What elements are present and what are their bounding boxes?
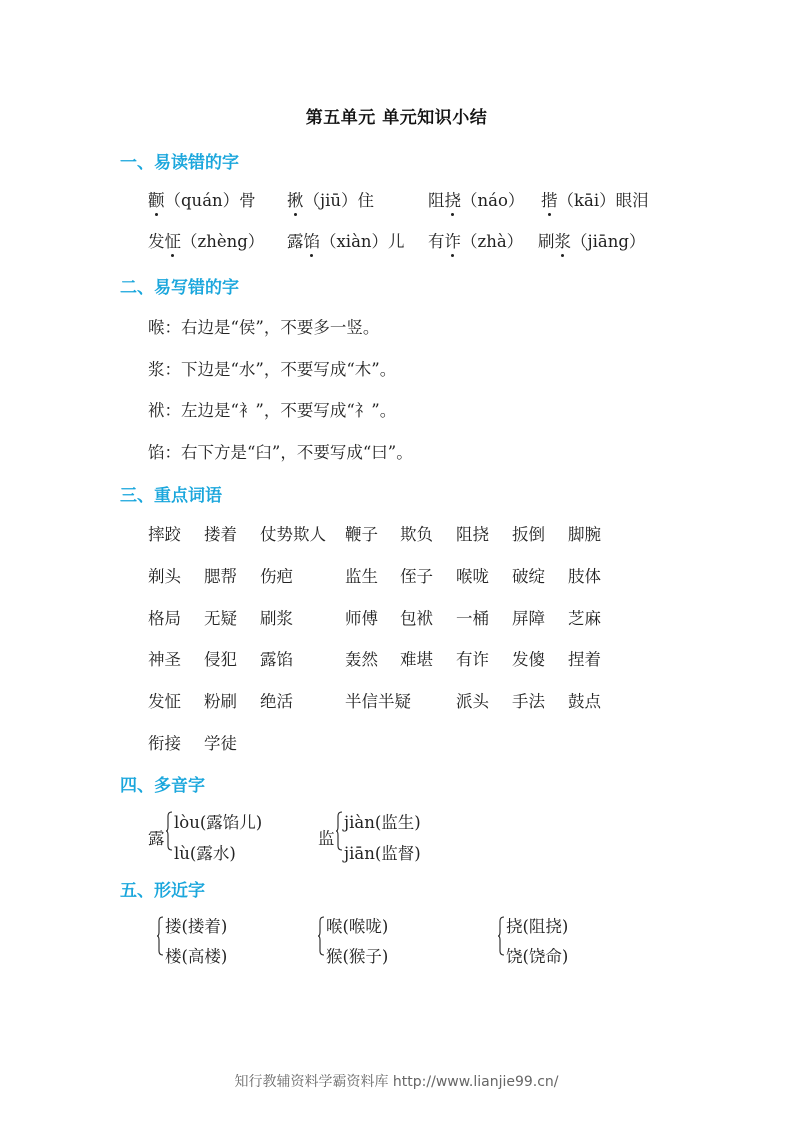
vocab-word: 屏障: [512, 609, 545, 628]
vocab-word: 刷浆: [260, 609, 293, 628]
polyphone-reading: lù(露水): [174, 844, 236, 863]
misread-item: 有诈（zhà）: [428, 228, 523, 252]
polyphone-char: 露: [148, 829, 165, 848]
vocab-word: 鞭子: [345, 525, 378, 544]
vocab-word: 腮帮: [204, 567, 237, 586]
vocab-word: 伤疤: [260, 567, 293, 586]
similar-char-item: 挠(阻挠): [506, 917, 569, 936]
brace-icon: [166, 811, 173, 851]
polyphone-reading: jiàn(监生): [344, 813, 421, 832]
similar-char-item: 喉(喉咙): [326, 917, 389, 936]
vocab-word: 捏着: [568, 650, 601, 669]
vocab-word: 摔跤: [148, 525, 181, 544]
miswritten-note: 浆：下边是“水”，不要写成“木”。: [148, 360, 397, 379]
polyphone-reading: lòu(露馅儿): [174, 813, 263, 832]
vocab-word: 绝活: [260, 692, 293, 711]
vocab-word: 包袱: [400, 609, 433, 628]
vocab-word: 监生: [345, 567, 378, 586]
misread-item: 露馅（xiàn）儿: [287, 228, 405, 252]
vocab-word: 破绽: [512, 567, 545, 586]
misread-item: 阻挠（náo）: [428, 187, 524, 211]
vocab-word: 手法: [512, 692, 545, 711]
vocab-word: 肢体: [568, 567, 601, 586]
misread-item: 揪（jiū）住: [287, 187, 374, 211]
vocab-word: 派头: [456, 692, 489, 711]
vocab-word: 仗势欺人: [260, 525, 326, 544]
vocab-word: 侄子: [400, 567, 433, 586]
vocab-word: 剃头: [148, 567, 181, 586]
brace-icon: [157, 916, 164, 956]
vocab-word: 喉咙: [456, 567, 489, 586]
brace-icon: [498, 916, 505, 956]
vocab-word: 半信半疑: [345, 692, 411, 711]
polyphone-reading: jiān(监督): [344, 844, 421, 863]
vocab-word: 粉刷: [204, 692, 237, 711]
section-heading-polyphones: 四、多音字: [120, 776, 205, 796]
vocab-word: 难堪: [400, 650, 433, 669]
vocab-word: 师傅: [345, 609, 378, 628]
similar-char-item: 猴(猴子): [326, 947, 389, 966]
misread-item: 颧（quán）骨: [148, 187, 256, 211]
similar-char-item: 楼(高楼): [165, 947, 228, 966]
vocab-word: 格局: [148, 609, 181, 628]
similar-char-item: 搂(搂着): [165, 917, 228, 936]
vocab-word: 扳倒: [512, 525, 545, 544]
page-title: 第五单元 单元知识小结: [305, 108, 488, 128]
section-heading-misread: 一、易读错的字: [120, 153, 239, 173]
vocab-word: 露馅: [260, 650, 293, 669]
vocab-word: 衔接: [148, 734, 181, 753]
vocab-word: 学徒: [204, 734, 237, 753]
vocab-word: 侵犯: [204, 650, 237, 669]
brace-icon: [318, 916, 325, 956]
vocab-word: 欺负: [400, 525, 433, 544]
misread-item: 刷浆（jiāng）: [538, 228, 645, 252]
miswritten-note: 袱：左边是“衤”，不要写成“礻”。: [148, 401, 397, 420]
miswritten-note: 喉：右边是“侯”，不要多一竖。: [148, 318, 380, 337]
vocab-word: 轰然: [345, 650, 378, 669]
vocab-word: 发傻: [512, 650, 545, 669]
vocab-word: 鼓点: [568, 692, 601, 711]
misread-item: 揩（kāi）眼泪: [541, 187, 649, 211]
vocab-word: 阻挠: [456, 525, 489, 544]
vocab-word: 无疑: [204, 609, 237, 628]
misread-item: 发怔（zhèng）: [148, 228, 264, 252]
vocab-word: 搂着: [204, 525, 237, 544]
footer-watermark-text: 知行教辅资料学霸资料库 http://www.lianjie99.cn/: [234, 1074, 559, 1090]
vocab-word: 脚腕: [568, 525, 601, 544]
vocab-word: 芝麻: [568, 609, 601, 628]
section-heading-similar-chars: 五、形近字: [120, 881, 205, 901]
miswritten-note: 馅：右下方是“臼”，不要写成“曰”。: [148, 443, 413, 462]
vocab-word: 有诈: [456, 650, 489, 669]
vocab-word: 一桶: [456, 609, 489, 628]
brace-icon: [336, 811, 343, 851]
similar-char-item: 饶(饶命): [506, 947, 569, 966]
vocab-word: 发怔: [148, 692, 181, 711]
vocab-word: 神圣: [148, 650, 181, 669]
section-heading-miswritten: 二、易写错的字: [120, 278, 239, 298]
polyphone-char: 监: [318, 829, 335, 848]
section-heading-key-words: 三、重点词语: [120, 486, 222, 506]
